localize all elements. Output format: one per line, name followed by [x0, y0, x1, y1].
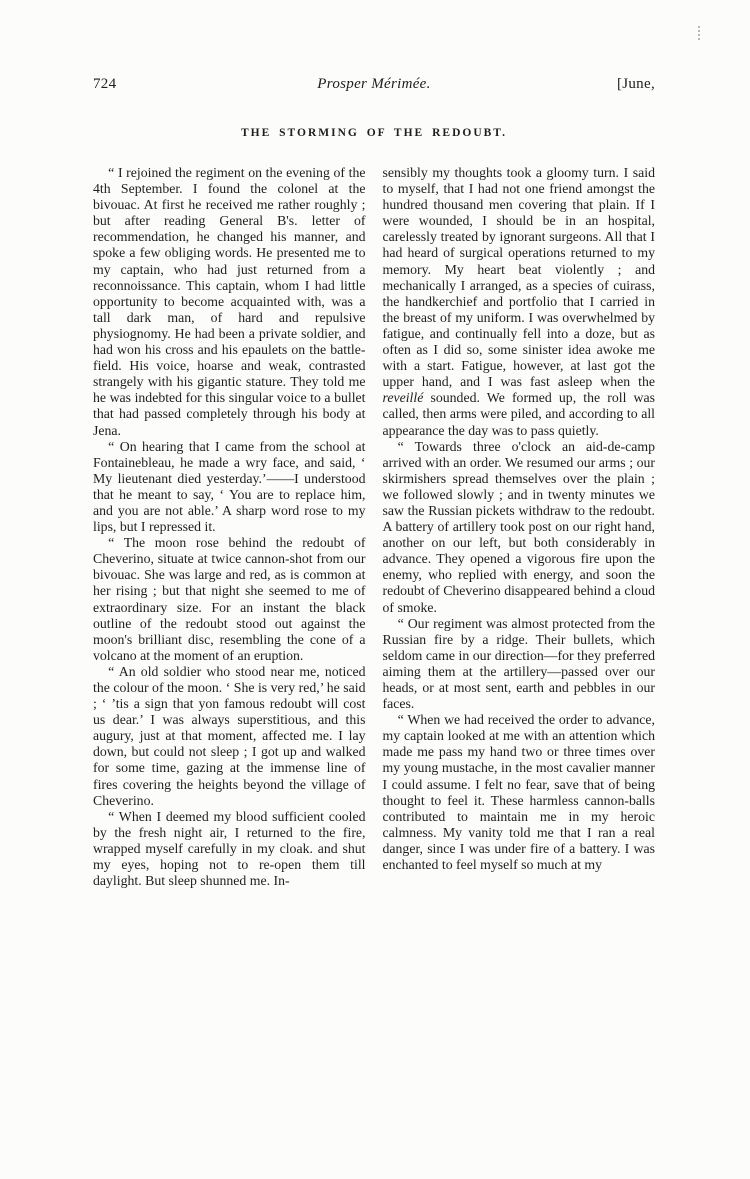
paragraph: “ An old soldier who stood near me, noticed the colour of the moon. ‘ She is very red,’ he said ; ‘ ’tis a sign that yon famous redoubt will cost us dear.’ I was always superstitious, and this augury, just at that moment, affected me. I lay down, but could not sleep ; I got up and walked for some time, gazing at the immense line of fires covering the heights beyond the village of Cheverino.: [93, 663, 366, 808]
running-title: Prosper Mérimée.: [317, 76, 431, 92]
paragraph: “ When I deemed my blood sufficient cooled by the fresh night air, I returned to the fire, wrapped myself carefully in my cloak. and shut my eyes, hoping not to re-open them till daylight. But sleep shunned me. In-: [93, 808, 366, 889]
text-column-left: [93, 165, 366, 889]
paragraph: “ Towards three o'clock an aid-de-camp arrived with an order. We resumed our arms ; our skirmishers spread themselves over the plain ; we followed slowly ; and in twenty minutes we saw the Russian pickets withdraw to the redoubt. A battery of artillery took post on our right hand, another on our left, but both considerably in advance. They opened a vigorous fire upon the enemy, who replied with energy, and soon the redoubt of Cheverino disappeared behind a cloud of smoke.: [382, 438, 655, 615]
text-columns: [93, 165, 655, 889]
page-number: 724: [93, 76, 117, 92]
paragraph: “ I rejoined the regiment on the evening of the 4th September. I found the colonel at the bivouac. At first he received me rather roughly ; but after reading General B's. letter of recommendation, he changed his manner, and spoke a few obliging words. He presented me to my captain, who had just returned from a reconnoissance. This captain, whom I had little opportunity to become acquainted with, was a tall dark man, of hard and repulsive physiognomy. He had been a private soldier, and had won his cross and his epaulets on the battle-field. His voice, hoarse and weak, contrasted strangely with his gigantic stature. They told me he was indebted for this singular voice to a bullet that had passed completely through his body at Jena.: [93, 165, 366, 438]
text-column-right: [383, 165, 656, 889]
issue-date: [June,: [616, 76, 655, 92]
article-title: THE STORMING OF THE REDOUBT.: [241, 127, 507, 139]
paragraph: “ When we had received the order to advance, my captain looked at me with an attention which made me pass my hand two or three times over my young mustache, in the most cavalier manner I could assume. I felt no fear, save that of being thought to feel it. These harmless cannon-balls contributed to maintain me in my heroic calmness. My vanity told me that I ran a real danger, since I was under fire of a battery. I was enchanted to feel myself so much at my: [382, 712, 655, 873]
paragraph: “ On hearing that I came from the school at Fontainebleau, he made a wry face, and said, ‘ My lieutenant died yesterday.’——I understood that he meant to say, ‘ You are to replace him, and you are not able.’ A sharp word rose to my lips, but I repressed it.: [93, 438, 366, 535]
scan-artifact: [698, 26, 702, 40]
paragraph: sensibly my thoughts took a gloomy turn. I said to myself, that I had not one friend amongst the hundred thousand men covering that plain. If I were wounded, I should be in an hospital, carelessly treated by ignorant surgeons. All that I had heard of surgical operations returned to my memory. My heart beat violently ; and mechanically I arranged, as a species of cuirass, the handkerchief and portfolio that I carried in the breast of my uniform. I was overwhelmed by fatigue, and continually fell into a doze, but as often as I did so, some sinister idea awoke me with a start. Fatigue, however, at last got the upper hand, and I was fast asleep when the reveillé sounded. We formed up, the roll was called, then arms were piled, and according to all appearance the day was to pass quietly.: [382, 165, 655, 438]
running-head: [93, 76, 655, 93]
paragraph: “ Our regiment was almost protected from the Russian fire by a ridge. Their bullets, which seldom came in our direction—for they preferred aiming them at the artillery—passed over our heads, or at most sent, earth and pebbles in our faces.: [382, 615, 655, 712]
paragraph: “ The moon rose behind the redoubt of Cheverino, situate at twice cannon-shot from our bivouac. She was large and red, as is common at her rising ; but that night she seemed to me of extraordinary size. For an instant the black outline of the redoubt stood out against the moon's brilliant disc, resembling the cone of a volcano at the moment of an eruption.: [93, 535, 366, 663]
